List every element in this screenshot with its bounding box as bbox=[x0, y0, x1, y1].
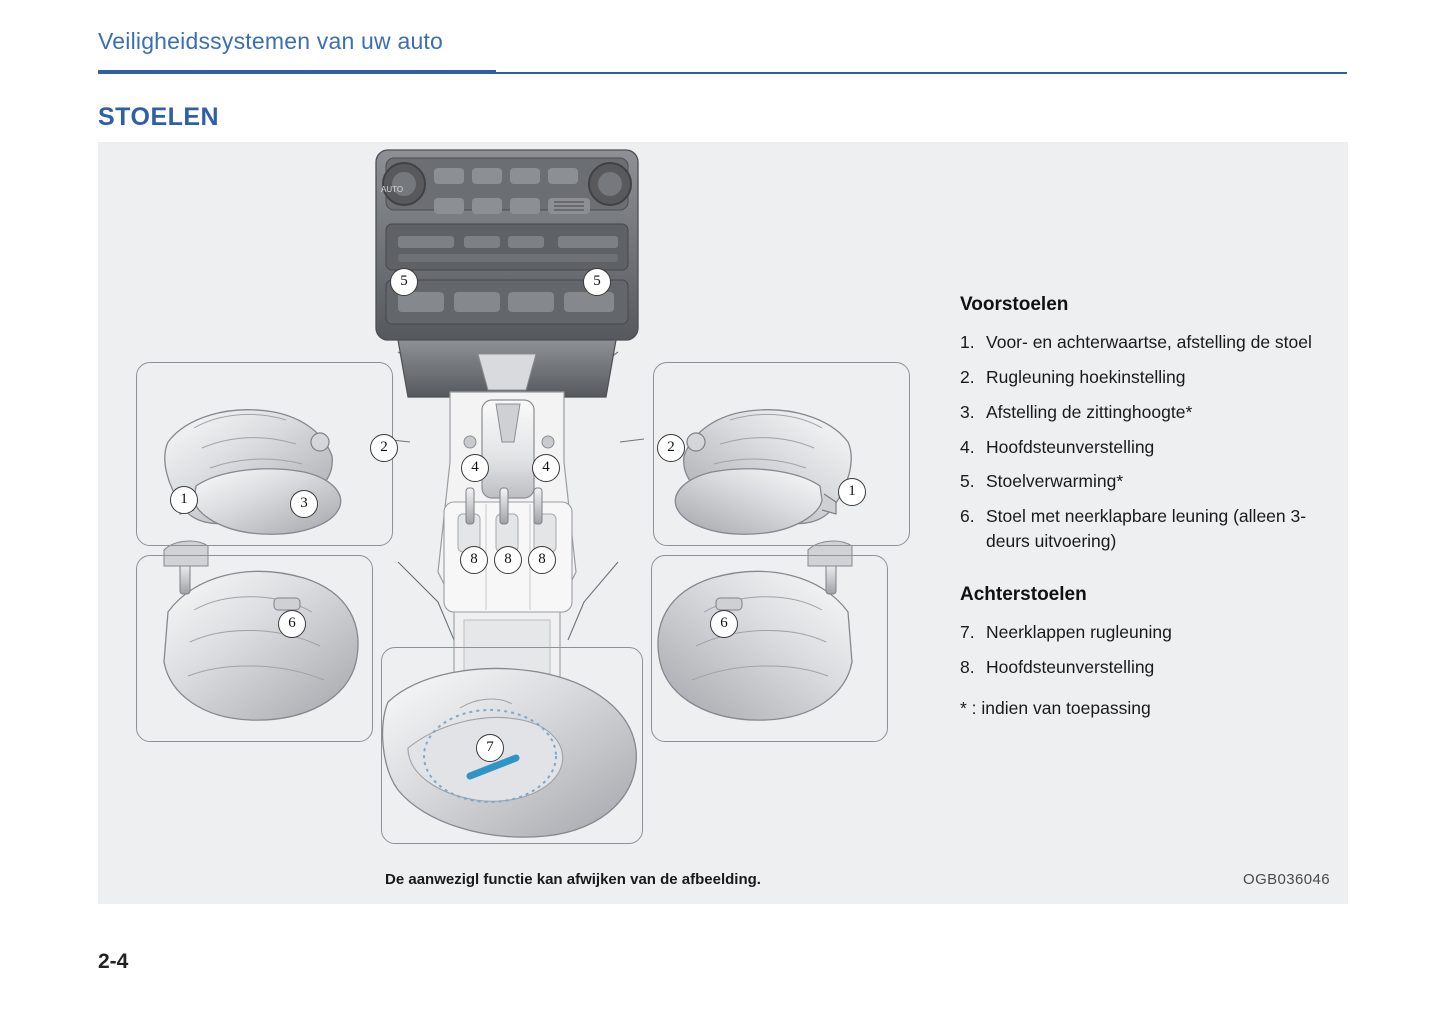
header-rule-primary bbox=[98, 70, 496, 74]
callout-box-front-left-seat bbox=[136, 362, 393, 546]
page-header bbox=[0, 28, 1445, 80]
legend-item-1-number: 1. bbox=[960, 332, 975, 352]
legend-item-5 bbox=[960, 469, 1340, 494]
legend-item-5-text: Stoelverwarming* bbox=[986, 471, 1124, 492]
callout-marker-7: 7 bbox=[476, 734, 504, 762]
legend-item-1-text: Voor- en achterwaartse, afstelling de stoel bbox=[986, 332, 1312, 352]
legend-item-1 bbox=[960, 330, 1340, 355]
callout-marker-6a: 6 bbox=[278, 610, 306, 638]
legend-item-4-text: Hoofdsteunverstelling bbox=[986, 436, 1155, 457]
legend-front-list bbox=[960, 330, 1340, 554]
callout-box-front-right-seat bbox=[653, 362, 910, 546]
legend-item-2-text: Rugleuning hoekinstelling bbox=[986, 366, 1186, 387]
legend-front-title: Voorstoelen bbox=[960, 294, 1069, 315]
callout-marker-2a: 2 bbox=[370, 434, 398, 462]
legend-rear-list bbox=[960, 620, 1340, 680]
callout-marker-2b: 2 bbox=[657, 434, 685, 462]
legend-item-4-number: 4. bbox=[960, 436, 975, 457]
callout-marker-8a: 8 bbox=[460, 546, 488, 574]
legend-item-6 bbox=[960, 504, 1340, 554]
legend-item-7-number: 7. bbox=[960, 621, 975, 642]
legend-rear-title: Achterstoelen bbox=[960, 583, 1087, 605]
figure-caption: De aanwezigl functie kan afwijken van de afbeelding. bbox=[385, 871, 761, 888]
callout-marker-6b: 6 bbox=[710, 610, 738, 638]
callout-marker-8c: 8 bbox=[528, 546, 556, 574]
callout-marker-8b: 8 bbox=[494, 546, 522, 574]
legend-footnote: * : indien van toepassing bbox=[960, 697, 1151, 718]
legend-item-8 bbox=[960, 655, 1340, 680]
legend-item-3-text: Afstelling de zittinghoogte* bbox=[986, 401, 1193, 422]
section-title: STOELEN bbox=[98, 103, 220, 131]
legend-item-8-number: 8. bbox=[960, 656, 975, 677]
figure-panel bbox=[98, 142, 1348, 904]
legend-item-7-text: Neerklappen rugleuning bbox=[986, 621, 1172, 642]
header-rule-secondary bbox=[496, 72, 1347, 74]
legend-item-4 bbox=[960, 435, 1340, 460]
callout-marker-1a: 1 bbox=[170, 486, 198, 514]
legend-item-2-number: 2. bbox=[960, 366, 975, 387]
figure-legend bbox=[960, 294, 1340, 719]
legend-item-3-number: 3. bbox=[960, 401, 975, 422]
legend-item-6-number: 6. bbox=[960, 506, 975, 527]
callout-marker-1b: 1 bbox=[838, 478, 866, 506]
callout-box-rear-left-seat bbox=[136, 555, 373, 742]
callout-marker-4a: 4 bbox=[461, 454, 489, 482]
callout-box-fold-lever bbox=[381, 647, 643, 844]
callout-marker-5b: 5 bbox=[583, 268, 611, 296]
page-number: 2-4 bbox=[98, 950, 129, 973]
legend-item-6-text: Stoel met neerklapbare leuning (alleen 3-deurs uitvoering) bbox=[986, 506, 1307, 552]
legend-item-5-number: 5. bbox=[960, 471, 975, 492]
legend-item-2 bbox=[960, 365, 1340, 390]
callout-marker-5a: 5 bbox=[390, 268, 418, 296]
legend-item-3 bbox=[960, 400, 1340, 425]
page-title: Veiligheidssystemen van uw auto bbox=[98, 28, 444, 54]
svg-text:AUTO: AUTO bbox=[381, 185, 404, 194]
callout-box-rear-right-seat bbox=[651, 555, 888, 742]
figure-code: OGB036046 bbox=[1243, 871, 1330, 888]
callout-marker-3: 3 bbox=[290, 490, 318, 518]
legend-item-8-text: Hoofdsteunverstelling bbox=[986, 656, 1155, 677]
callout-marker-4b: 4 bbox=[532, 454, 560, 482]
legend-item-7 bbox=[960, 620, 1340, 645]
